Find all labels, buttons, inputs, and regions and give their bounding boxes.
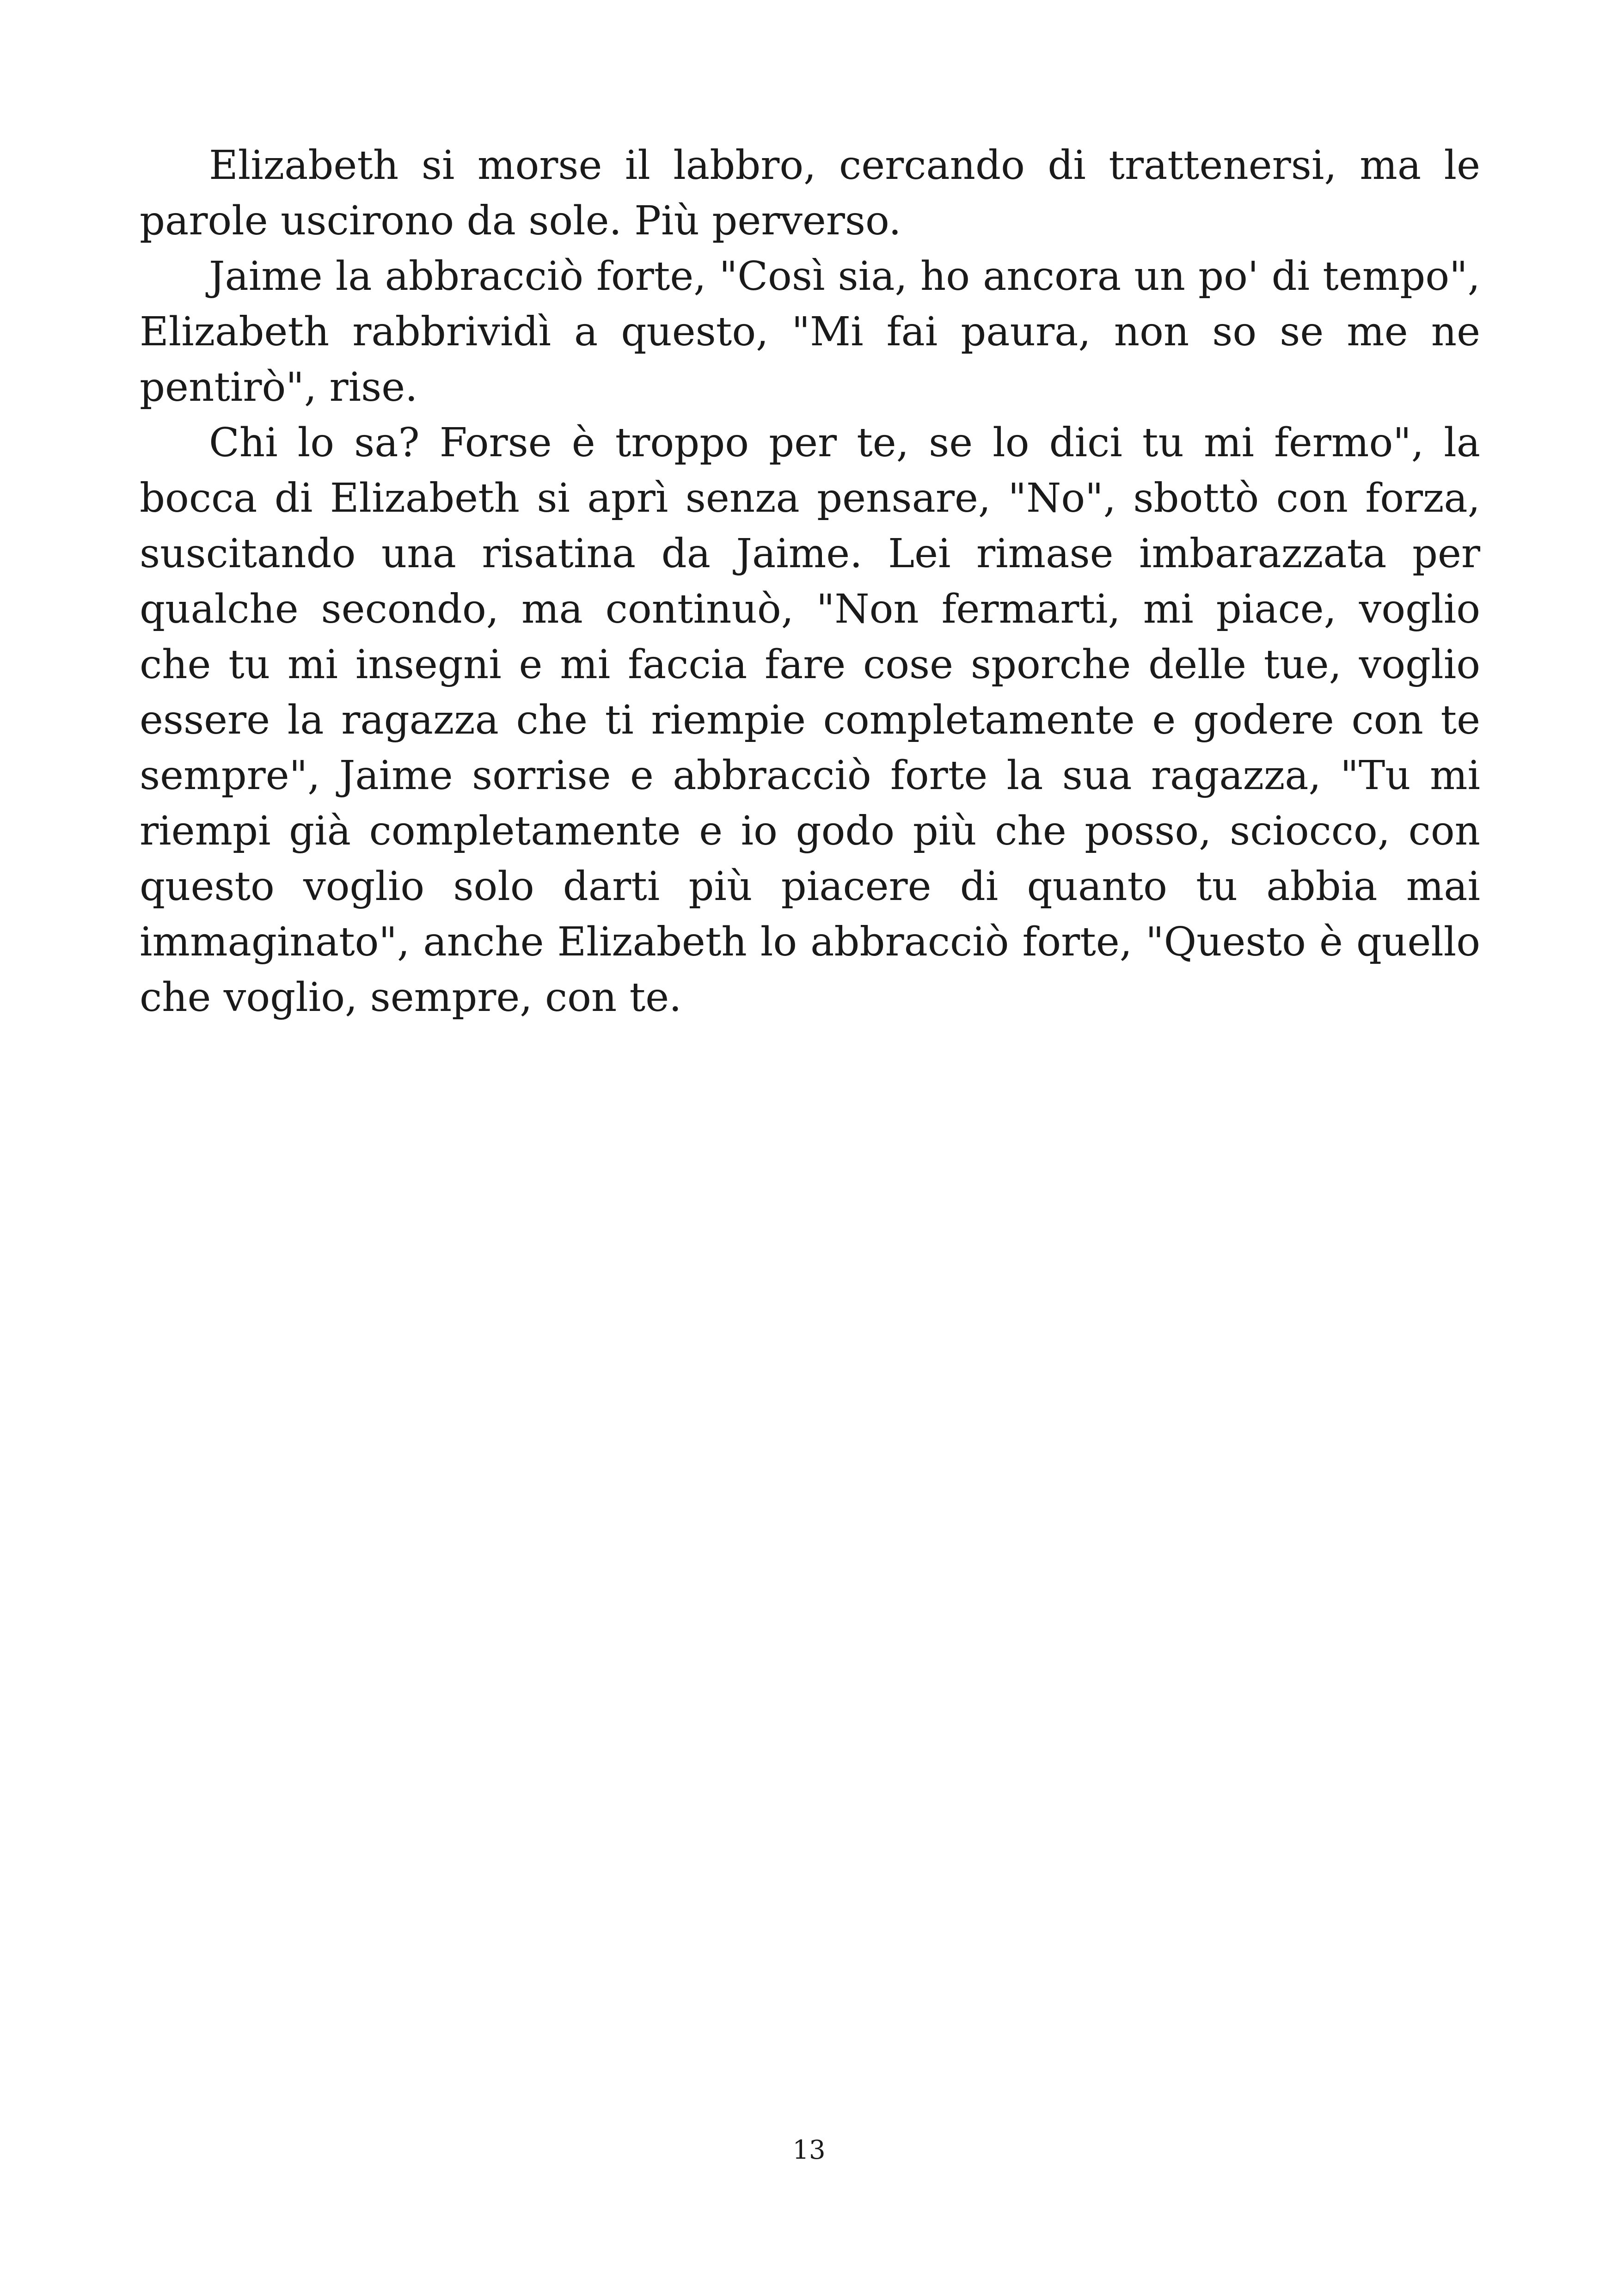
- paragraph-2: Jaime la abbracciò forte, "Così sia, ho ancora un po' di tempo", Elizabeth rabbrividì a questo, "Mi fai paura, non so se me ne pentirò", rise.: [140, 253, 1480, 410]
- paragraph-1: Elizabeth si morse il labbro, cercando di trattenersi, ma le parole uscirono da sole. Più perverso.: [140, 142, 1480, 244]
- page-number: 13: [792, 2135, 826, 2165]
- paragraph-3: Chi lo sa? Forse è troppo per te, se lo dici tu mi fermo", la bocca di Elizabeth si aprì senza pensare, "No", sbottò con forza, suscitando una risatina da Jaime. Lei rimase imbarazzata per qualche secondo, ma continuò, "Non fermarti, mi piace, voglio che tu mi insegni e mi faccia fare cose sporche delle tue, voglio essere la ragazza che ti riempie completamente e godere con te sempre", Jaime sorrise e abbracciò forte la sua ragazza, "Tu mi riempi già completamente e io godo più che posso, sciocco, con questo voglio solo darti più piacere di quanto tu abbia mai immaginato", anche Elizabeth lo abbracciò forte, "Questo è quello che voglio, sempre, con te.: [140, 420, 1480, 1021]
- body-text: [140, 138, 1480, 1025]
